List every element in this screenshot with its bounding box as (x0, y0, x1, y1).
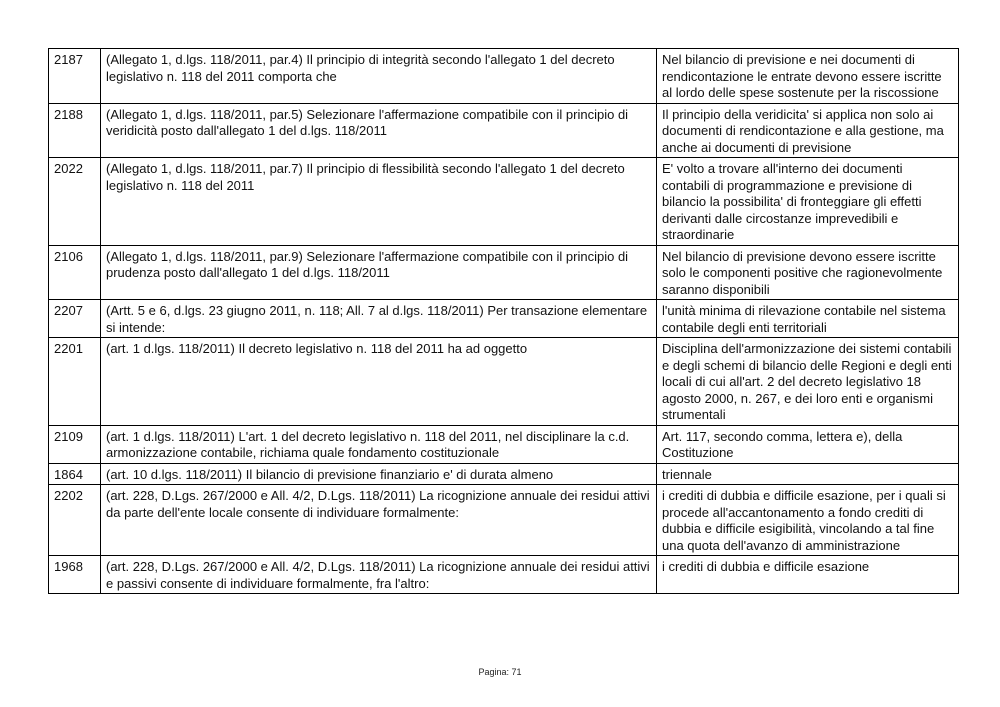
page-number: Pagina: 71 (478, 667, 522, 677)
table-row (49, 485, 959, 556)
table-row (49, 556, 959, 594)
table-row (49, 158, 959, 246)
row-question: (art. 10 d.lgs. 118/2011) Il bilancio di previsione finanziario e' di durata almeno (101, 463, 657, 485)
row-question: (art. 1 d.lgs. 118/2011) L'art. 1 del decreto legislativo n. 118 del 2011, nel disciplinare la c.d. armonizzazione contabile, richiama quale fondamento costituzionale (101, 425, 657, 463)
table-row (49, 463, 959, 485)
row-answer: Art. 117, secondo comma, lettera e), della Costituzione (657, 425, 959, 463)
row-answer: i crediti di dubbia e difficile esazione (657, 556, 959, 594)
row-id: 2188 (49, 103, 101, 158)
row-id: 1864 (49, 463, 101, 485)
table-row (49, 425, 959, 463)
row-id: 2202 (49, 485, 101, 556)
row-id: 2022 (49, 158, 101, 246)
row-id: 2207 (49, 300, 101, 338)
row-id: 2201 (49, 338, 101, 426)
row-answer: l'unità minima di rilevazione contabile nel sistema contabile degli enti territoriali (657, 300, 959, 338)
row-answer: E' volto a trovare all'interno dei documenti contabili di programmazione e previsione di bilancio la possibilita' di fronteggiare gli effetti derivanti dalle circostanze imprevedibili e straordinarie (657, 158, 959, 246)
row-question: (Allegato 1, d.lgs. 118/2011, par.7) Il principio di flessibilità secondo l'allegato 1 del decreto legislativo n. 118 del 2011 (101, 158, 657, 246)
row-answer: Il principio della veridicita' si applica non solo ai documenti di rendicontazione e alla gestione, ma anche ai documenti di previsione (657, 103, 959, 158)
table-row (49, 338, 959, 426)
row-question: (Allegato 1, d.lgs. 118/2011, par.9) Selezionare l'affermazione compatibile con il principio di prudenza posto dall'allegato 1 del d.lgs. 118/2011 (101, 245, 657, 300)
row-answer: i crediti di dubbia e difficile esazione, per i quali si procede all'accantonamento a fondo crediti di dubbia e difficile esigibilità, vincolando a tal fine una quota dell'avanzo di amministrazione (657, 485, 959, 556)
table-row (49, 49, 959, 104)
table-row (49, 103, 959, 158)
questions-table (48, 48, 959, 594)
row-answer: triennale (657, 463, 959, 485)
row-question: (Allegato 1, d.lgs. 118/2011, par.5) Selezionare l'affermazione compatibile con il principio di veridicità posto dall'allegato 1 del d.lgs. 118/2011 (101, 103, 657, 158)
row-question: (Artt. 5 e 6, d.lgs. 23 giugno 2011, n. 118; All. 7 al d.lgs. 118/2011) Per transazione elementare si intende: (101, 300, 657, 338)
table-row (49, 245, 959, 300)
table-row (49, 300, 959, 338)
row-id: 2187 (49, 49, 101, 104)
row-answer: Disciplina dell'armonizzazione dei sistemi contabili e degli schemi di bilancio delle Regioni e degli enti locali di cui all'art. 2 del decreto legislativo 18 agosto 2000, n. 267, e dei loro enti e organismi strumentali (657, 338, 959, 426)
row-question: (Allegato 1, d.lgs. 118/2011, par.4) Il principio di integrità secondo l'allegato 1 del decreto legislativo n. 118 del 2011 comporta che (101, 49, 657, 104)
row-id: 1968 (49, 556, 101, 594)
row-answer: Nel bilancio di previsione devono essere iscritte solo le componenti positive che ragionevolmente saranno disponibili (657, 245, 959, 300)
row-answer: Nel bilancio di previsione e nei documenti di rendicontazione le entrate devono essere iscritte al lordo delle spese sostenute per la riscossione (657, 49, 959, 104)
row-id: 2109 (49, 425, 101, 463)
row-question: (art. 228, D.Lgs. 267/2000 e All. 4/2, D.Lgs. 118/2011) La ricognizione annuale dei residui attivi da parte dell'ente locale consente di individuare formalmente: (101, 485, 657, 556)
row-question: (art. 228, D.Lgs. 267/2000 e All. 4/2, D.Lgs. 118/2011) La ricognizione annuale dei residui attivi e passivi consente di individuare formalmente, fra l'altro: (101, 556, 657, 594)
row-question: (art. 1 d.lgs. 118/2011) Il decreto legislativo n. 118 del 2011 ha ad oggetto (101, 338, 657, 426)
row-id: 2106 (49, 245, 101, 300)
